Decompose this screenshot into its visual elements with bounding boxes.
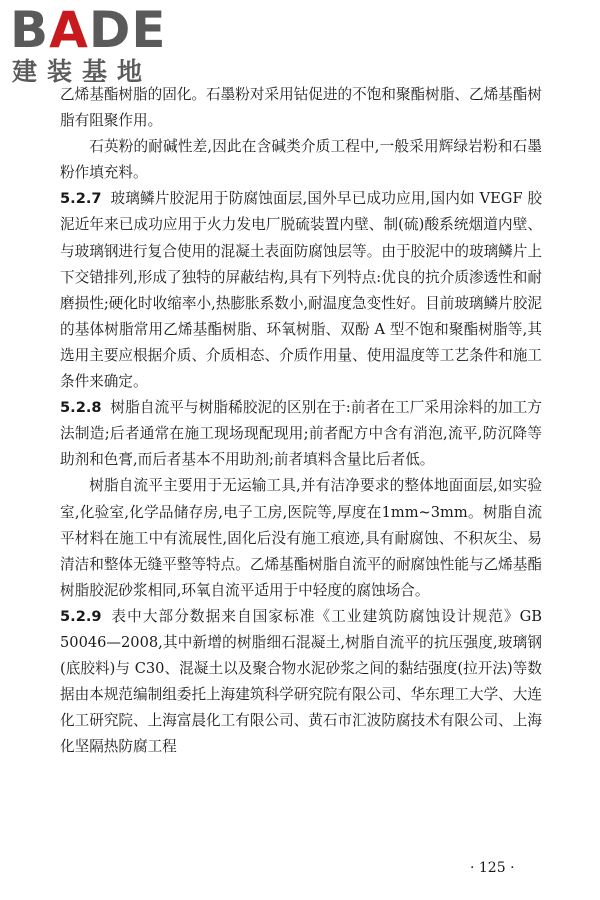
paragraph-text: 树脂自流平与树脂稀胶泥的区别在于:前者在工厂采用涂料的加工方法制造;后者通常在施工现场现配现用;前者配方中含有消泡,流平,防沉降等助剂和色膏,而后者基本不用助剂;前者填料含量比后者低。: [60, 399, 542, 469]
clause-number: 5.2.8: [60, 399, 102, 417]
paragraph-p6: [60, 604, 542, 761]
paragraph-text: 树脂自流平主要用于无运输工具,并有洁净要求的整体地面面层,如实验室,化验室,化学品储存房,电子工房,医院等,厚度在1mm~3mm。树脂自流平材料在施工中有流展性,固化后没有施工痕迹,具有耐腐蚀、不积灰尘、易清洁和整体无缝平整等特点。乙烯基酯树脂自流平的耐腐蚀性能与乙烯基酯树脂胶泥砂浆相同,环氧自流平适用于中轻度的腐蚀场合。: [60, 477, 542, 599]
logo-tagline: 建装基地: [12, 57, 153, 86]
clause-number: 5.2.9: [60, 607, 102, 625]
clause-number: 5.2.7: [60, 190, 102, 208]
paragraph-p1: [60, 82, 542, 134]
paragraph-text: 乙烯基酯树脂的固化。石墨粉对采用钴促进的不饱和聚酯树脂、乙烯基酯树脂有阻聚作用。: [60, 86, 542, 130]
page-body: [60, 82, 542, 760]
paragraph-text: 玻璃鳞片胶泥用于防腐蚀面层,国外早已成功应用,国内如 VEGF 胶泥近年来已成功应用于火力发电厂脱硫装置内壁、制(硫)酸系统烟道内壁、与玻璃钢进行复合使用的混凝土表面防腐蚀层等。由于胶泥中的玻璃鳞片上下交错排列,形成了独特的屏蔽结构,具有下列特点:优良的抗介质渗透性和耐磨损性;硬化时收缩率小,热膨胀系数小,耐温度急变性好。目前玻璃鳞片胶泥的基体树脂常用乙烯基酯树脂、环氧树脂、双酚 A 型不饱和聚酯树脂等,其选用主要应根据介质、介质相态、介质作用量、使用温度等工艺条件和施工条件来确定。: [60, 190, 542, 391]
paragraph-p4: [60, 395, 542, 473]
paragraph-p5: [60, 473, 542, 603]
paragraph-p2: [60, 134, 542, 186]
page-number: · 125 ·: [470, 860, 515, 876]
paragraph-text: 表中大部分数据来自国家标准《工业建筑防腐蚀设计规范》GB 50046—2008,其中新增的树脂细石混凝土,树脂自流平的抗压强度,玻璃钢(底胶料)与 C30、混凝土以及聚合物水泥砂浆之间的黏结强度(拉开法)等数据由本规范编制组委托上海建筑科学研究院有限公司、华东理工大学、大连化工研究院、上海富晨化工有限公司、黄石市汇波防腐技术有限公司、上海化坚隔热防腐工程: [60, 607, 542, 756]
logo-accent-letter: A: [49, 1, 89, 59]
paragraph-p3: [60, 186, 542, 395]
paragraph-text: 石英粉的耐碱性差,因此在含碱类介质工程中,一般采用辉绿岩粉和石墨粉作填充料。: [60, 138, 542, 182]
logo-wordmark: BADE: [10, 1, 167, 59]
bade-logo: [10, 2, 180, 86]
